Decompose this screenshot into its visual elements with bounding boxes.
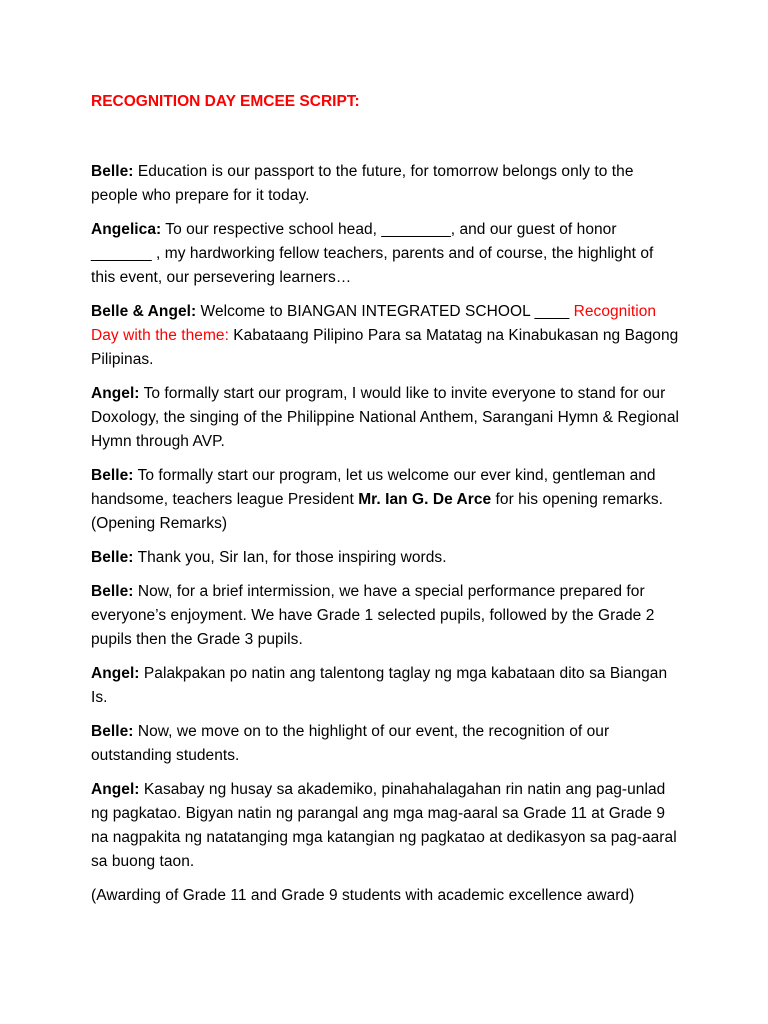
highlighted-text: Recognition Day with the theme: — [91, 303, 657, 344]
paragraph-text: Welcome to BIANGAN INTEGRATED SCHOOL ____ — [196, 303, 574, 320]
paragraph-text: Kasabay ng husay sa akademiko, pinahahalagahan rin natin ang pag-unlad ng pagkatao. Bigyan natin ng parangal ang mga mag-aaral sa Grade 11 at Grade 9 na nagpakita ng natatanging mga katangian ng pagkatao at dedikasyon sa pag-aaral sa buong taon. — [91, 781, 677, 870]
script-paragraph-3 — [91, 300, 681, 372]
script-paragraph-9 — [91, 720, 681, 768]
paragraph-text: Kabataang Pilipino Para sa Matatag na Kinabukasan ng Bagong Pilipinas. — [91, 327, 679, 368]
script-paragraph-1 — [91, 160, 681, 208]
speaker-label: Belle: — [91, 163, 134, 180]
paragraph-text: for his opening remarks. (Opening Remarks) — [91, 491, 664, 532]
script-paragraph-4 — [91, 382, 681, 454]
script-paragraph-5 — [91, 464, 681, 536]
speaker-label: Belle: — [91, 583, 134, 600]
paragraph-text: To formally start our program, let us welcome our ever kind, gentleman and handsome, teachers league President — [91, 467, 656, 508]
paragraph-text: To formally start our program, I would like to invite everyone to stand for our Doxology, the singing of the Philippine National Anthem, Sarangani Hymn & Regional Hymn through AVP. — [91, 385, 679, 450]
speaker-label: Belle: — [91, 723, 134, 740]
paragraph-text: Thank you, Sir Ian, for those inspiring words. — [133, 549, 447, 566]
honoree-name: Mr. Ian G. De Arce — [358, 491, 492, 508]
speaker-label: Angel: — [91, 781, 140, 798]
speaker-label: Angel: — [91, 385, 140, 402]
script-paragraph-2 — [91, 218, 681, 290]
speaker-label: Angel: — [91, 665, 140, 682]
stage-direction: (Awarding of Grade 11 and Grade 9 students with academic excellence award) — [91, 887, 635, 904]
script-paragraph-7 — [91, 580, 681, 652]
paragraph-text: To our respective school head, ________, and our guest of honor _______ , my hardworking fellow teachers, parents and of course, the highlight of this event, our persevering learners… — [91, 221, 654, 286]
script-paragraph-6 — [91, 546, 681, 570]
speaker-label: Angelica: — [91, 221, 162, 238]
script-paragraph-10 — [91, 778, 681, 874]
paragraph-text: Education is our passport to the future, for tomorrow belongs only to the people who prepare for it today. — [91, 163, 634, 204]
speaker-label: Belle: — [91, 467, 134, 484]
speaker-label: Belle: — [91, 549, 134, 566]
speaker-label: Belle & Angel: — [91, 303, 197, 320]
paragraph-text: Palakpakan po natin ang talentong taglay ng mga kabataan dito sa Biangan Is. — [91, 665, 668, 706]
document-title: RECOGNITION DAY EMCEE SCRIPT: — [91, 93, 360, 110]
paragraph-text: Now, for a brief intermission, we have a special performance prepared for everyone’s enjoyment. We have Grade 1 selected pupils, followed by the Grade 2 pupils then the Grade 3 pupils. — [91, 583, 655, 648]
document-page — [91, 90, 681, 918]
paragraph-text: Now, we move on to the highlight of our event, the recognition of our outstanding students. — [91, 723, 610, 764]
script-paragraph-8 — [91, 662, 681, 710]
script-paragraph-11 — [91, 884, 681, 908]
